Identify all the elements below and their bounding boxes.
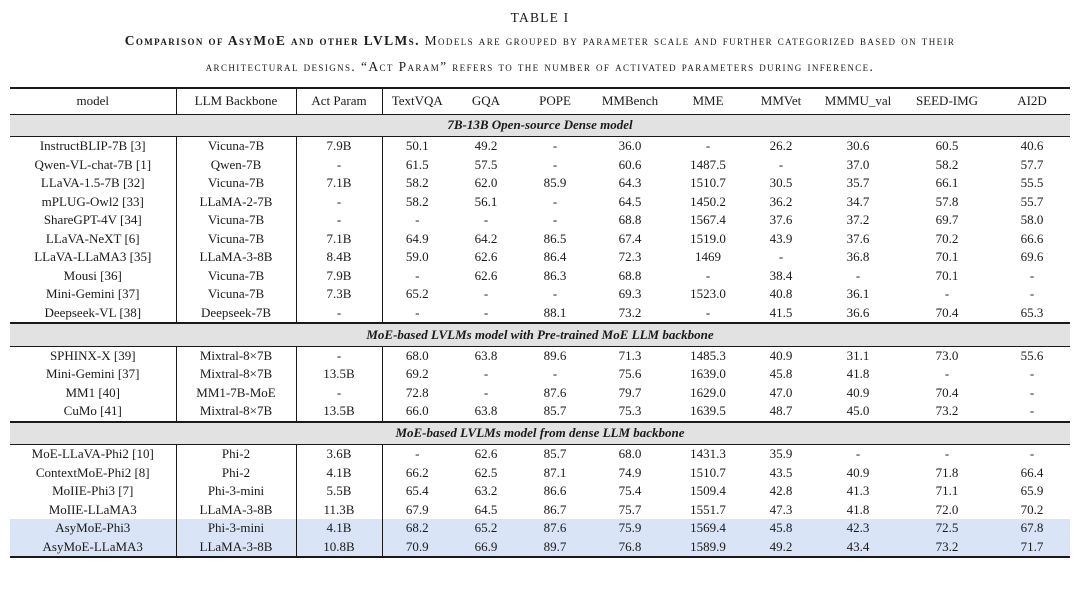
benchmark-value-cell: - [778,249,784,264]
benchmark-value-cell: 55.6 [1020,347,1044,363]
benchmark-value-cell: 87.6 [543,384,567,400]
benchmark-value-cell: 68.8 [618,212,642,227]
table-row [10,248,1070,267]
benchmark-value-cell: 64.5 [474,501,498,517]
model-name-cell: MoIIE-Phi3 [7] [10,482,176,501]
benchmark-value-cell: 1519.0 [690,230,726,246]
benchmark-value-cell: 68.0 [405,347,429,363]
model-name-cell: mPLUG-Owl2 [33] [10,193,176,212]
benchmark-value-cell: - [944,286,950,301]
act-param-cell: - [296,211,382,230]
benchmark-value-cell: 37.6 [769,212,793,227]
table-row [10,174,1070,193]
benchmark-value-cell: 43.5 [769,464,793,480]
caption-rest-text: Models are grouped by parameter scale and further categorized based on their [419,33,956,48]
benchmark-value-cell: 65.2 [452,519,520,538]
section-header-row [10,422,1070,445]
model-name-cell: CuMo [41] [10,402,176,422]
benchmark-value-cell: 61.5 [405,156,429,172]
benchmark-value-cell: - [944,446,950,461]
benchmark-value-cell: 63.2 [474,483,498,498]
benchmark-value-cell: 64.9 [405,230,429,246]
model-name-cell: ContextMoE-Phi2 [8] [10,464,176,483]
benchmark-value-cell: 67.8 [994,519,1070,538]
benchmark-value-cell: 89.7 [520,538,590,558]
benchmark-value-cell: 37.0 [846,156,870,172]
llm-backbone-cell: Phi-3-mini [176,519,296,538]
column-header-textvqa: TextVQA [382,88,452,114]
table-row [10,402,1070,422]
model-name-cell: MoIIE-LLaMA3 [10,501,176,520]
benchmark-value-cell: 71.7 [994,538,1070,558]
llm-backbone-cell: Phi-3-mini [176,482,296,501]
model-name-cell: Deepseek-VL [38] [10,304,176,324]
benchmark-value-cell: 72.8 [405,384,429,400]
table-row [10,267,1070,286]
benchmark-value-cell: 64.2 [474,230,498,246]
caption-line-2: architectural designs. “Act Param” refers to the number of activated parameters during inference. [205,59,875,74]
benchmark-value-cell: - [705,138,711,153]
benchmark-value-cell: - [552,138,558,153]
benchmark-value-cell: 66.6 [1020,230,1044,246]
results-table-body [10,114,1070,557]
column-header-pope: POPE [520,88,590,114]
benchmark-value-cell: - [1029,286,1035,301]
benchmark-value-cell: - [705,267,711,283]
model-name-cell: AsyMoE-Phi3 [10,519,176,538]
benchmark-value-cell: 69.7 [935,212,959,227]
model-name-cell: MM1 [40] [10,384,176,403]
benchmark-value-cell: - [415,304,420,320]
benchmark-value-cell: 79.7 [618,384,642,400]
benchmark-value-cell: 88.1 [543,304,567,320]
benchmark-value-cell: - [1029,446,1035,461]
benchmark-value-cell: 40.6 [1020,138,1044,153]
model-name-cell: ShareGPT-4V [34] [10,211,176,230]
benchmark-value-cell: 58.0 [1020,212,1044,227]
llm-backbone-cell: Vicuna-7B [176,230,296,249]
benchmark-value-cell: 69.3 [618,286,642,301]
benchmark-value-cell: - [778,156,784,172]
llm-backbone-cell: LLaMA-3-8B [176,248,296,267]
act-param-cell: - [296,384,382,403]
benchmark-value-cell: 30.5 [769,175,793,190]
benchmark-value-cell: 1569.4 [670,519,746,538]
model-name-cell: LLaVA-NeXT [6] [10,230,176,249]
benchmark-value-cell: 75.4 [618,483,642,498]
benchmark-value-cell: 85.7 [543,446,567,461]
benchmark-value-cell: 72.0 [935,501,959,517]
benchmark-value-cell: 49.2 [474,138,498,153]
benchmark-value-cell: 1567.4 [690,212,726,227]
llm-backbone-cell: Mixtral-8×7B [176,402,296,422]
benchmark-value-cell: 70.1 [935,249,959,264]
benchmark-value-cell: 41.3 [846,483,870,498]
benchmark-value-cell: 66.0 [405,403,429,418]
benchmark-value-cell: 58.2 [405,193,429,209]
benchmark-value-cell: 45.8 [746,519,816,538]
benchmark-value-cell: - [1029,366,1035,381]
benchmark-value-cell: 1523.0 [690,286,726,301]
benchmark-value-cell: 70.4 [935,384,959,400]
act-param-cell: 13.5B [296,402,382,422]
benchmark-value-cell: 69.6 [1020,249,1044,264]
benchmark-value-cell: 43.4 [816,538,900,558]
benchmark-value-cell: - [483,384,489,400]
benchmark-value-cell: 62.0 [474,175,498,190]
act-param-cell: - [296,346,382,365]
act-param-cell: 10.8B [296,538,382,558]
act-param-cell: 3.6B [296,445,382,464]
column-header-ai2d: AI2D [994,88,1070,114]
table-row [10,230,1070,249]
benchmark-value-cell: 62.6 [474,267,498,283]
benchmark-value-cell: 50.1 [405,138,429,153]
act-param-cell: 11.3B [296,501,382,520]
benchmark-value-cell: 70.2 [935,230,959,246]
benchmark-value-cell: 70.9 [382,538,452,558]
section-title: MoE-based LVLMs model with Pre-trained MoE LLM backbone [10,323,1070,346]
benchmark-value-cell: 42.3 [816,519,900,538]
section-header-row [10,323,1070,346]
llm-backbone-cell: Phi-2 [176,464,296,483]
benchmark-value-cell: 63.8 [474,403,498,418]
benchmark-value-cell: 66.9 [452,538,520,558]
benchmark-value-cell: 58.2 [405,175,429,190]
act-param-cell: 8.4B [296,248,382,267]
benchmark-value-cell: 36.1 [846,286,870,301]
model-name-cell: InstructBLIP-7B [3] [10,137,176,156]
benchmark-value-cell: 35.7 [846,175,870,190]
benchmark-value-cell: 73.2 [900,538,994,558]
benchmark-value-cell: 1551.7 [690,501,726,517]
benchmark-value-cell: - [552,156,558,172]
benchmark-value-cell: 86.5 [543,230,567,246]
benchmark-value-cell: 47.0 [769,384,793,400]
model-name-cell: AsyMoE-LLaMA3 [10,538,176,558]
column-header-model: model [10,88,176,114]
benchmark-value-cell: - [944,366,950,381]
benchmark-value-cell: - [483,366,489,381]
llm-backbone-cell: LLaMA-3-8B [176,501,296,520]
table-row [10,538,1070,558]
benchmark-value-cell: 73.2 [618,304,642,320]
benchmark-value-cell: 73.2 [935,403,959,418]
benchmark-value-cell: 71.1 [935,483,959,498]
column-header-row [10,88,1070,114]
benchmark-value-cell: 1450.2 [690,193,726,209]
benchmark-value-cell: 65.4 [405,483,429,498]
benchmark-value-cell: 69.2 [405,366,429,381]
benchmark-value-cell: 75.6 [618,366,642,381]
benchmark-value-cell: 66.4 [1020,464,1044,480]
benchmark-value-cell: 47.3 [769,501,793,517]
benchmark-value-cell: 57.8 [935,193,959,209]
benchmark-value-cell: - [483,304,489,320]
benchmark-value-cell: 64.5 [618,193,642,209]
benchmark-value-cell: 56.1 [474,193,498,209]
act-param-cell: 13.5B [296,365,382,384]
benchmark-value-cell: 1589.9 [670,538,746,558]
benchmark-value-cell: 87.6 [520,519,590,538]
benchmark-value-cell: 70.4 [935,304,959,320]
benchmark-value-cell: - [1029,384,1035,400]
benchmark-value-cell: 89.6 [543,347,567,363]
benchmark-value-cell: 68.8 [618,267,642,283]
table-row [10,193,1070,212]
benchmark-value-cell: 63.8 [474,347,498,363]
table-row [10,384,1070,403]
column-header-seed-img: SEED-IMG [900,88,994,114]
benchmark-value-cell: 40.9 [769,347,793,363]
benchmark-value-cell: 36.2 [769,193,793,209]
llm-backbone-cell: Vicuna-7B [176,137,296,156]
llm-backbone-cell: LLaMA-2-7B [176,193,296,212]
llm-backbone-cell: Mixtral-8×7B [176,346,296,365]
benchmark-value-cell: - [1029,267,1035,283]
benchmark-value-cell: - [415,212,420,227]
act-param-cell: 7.3B [296,285,382,304]
benchmark-value-cell: 87.1 [543,464,567,480]
benchmark-value-cell: 75.3 [618,403,642,418]
table-row [10,519,1070,538]
benchmark-value-cell: 74.9 [618,464,642,480]
table-row [10,445,1070,464]
benchmark-value-cell: 62.6 [474,446,498,461]
benchmark-value-cell: 72.3 [618,249,642,264]
table-row [10,156,1070,175]
model-name-cell: Mini-Gemini [37] [10,285,176,304]
llm-backbone-cell: Phi-2 [176,445,296,464]
benchmark-value-cell: 36.6 [846,304,870,320]
benchmark-value-cell: 60.5 [935,138,959,153]
table-row [10,365,1070,384]
benchmark-value-cell: 67.9 [405,501,429,517]
benchmark-value-cell: 48.7 [769,403,793,418]
caption-lead-text: Comparison of AsyMoE and other LVLMs. [124,33,420,48]
act-param-cell: - [296,304,382,324]
benchmark-value-cell: 75.7 [618,501,642,517]
benchmark-value-cell: - [855,267,861,283]
benchmark-value-cell: 59.0 [405,249,429,264]
benchmark-value-cell: 67.4 [618,230,642,246]
benchmark-value-cell: 35.9 [769,446,793,461]
benchmark-value-cell: - [483,212,489,227]
benchmark-value-cell: 86.6 [543,483,567,498]
benchmark-value-cell: 42.8 [769,483,793,498]
benchmark-value-cell: - [483,286,489,301]
benchmark-value-cell: - [552,286,558,301]
benchmark-value-cell: 68.0 [618,446,642,461]
benchmark-value-cell: 66.1 [935,175,959,190]
table-row [10,304,1070,324]
column-header-act-param: Act Param [296,88,382,114]
benchmark-value-cell: 36.8 [846,249,870,264]
benchmark-value-cell: - [415,267,420,283]
benchmark-value-cell: 1469 [695,249,721,264]
benchmark-value-cell: 45.8 [769,366,793,381]
benchmark-value-cell: 85.7 [543,403,567,418]
benchmark-value-cell: 70.1 [935,267,959,283]
benchmark-value-cell: 55.5 [1020,175,1044,190]
act-param-cell: 7.1B [296,174,382,193]
benchmark-value-cell: 43.9 [769,230,793,246]
act-param-cell: - [296,156,382,175]
benchmark-value-cell: - [1029,403,1035,418]
column-header-mmmu-val: MMMU_val [816,88,900,114]
benchmark-value-cell: 1509.4 [690,483,726,498]
benchmark-value-cell: 41.5 [769,304,793,320]
model-name-cell: MoE-LLaVA-Phi2 [10] [10,445,176,464]
benchmark-value-cell: 71.8 [935,464,959,480]
benchmark-value-cell: 34.7 [846,193,870,209]
benchmark-value-cell: 36.0 [618,138,642,153]
benchmark-value-cell: 65.3 [1020,304,1044,320]
table-row [10,501,1070,520]
benchmark-value-cell: 41.8 [846,501,870,517]
benchmark-value-cell: 45.0 [846,403,870,418]
benchmark-value-cell: 1629.0 [690,384,726,400]
benchmark-value-cell: 57.5 [474,156,498,172]
benchmark-value-cell: 1639.5 [690,403,726,418]
benchmark-value-cell: 72.5 [900,519,994,538]
benchmark-value-cell: 86.4 [543,249,567,264]
benchmark-value-cell: 60.6 [618,156,642,172]
benchmark-value-cell: - [552,212,558,227]
table-row [10,346,1070,365]
section-title: MoE-based LVLMs model from dense LLM backbone [10,422,1070,445]
benchmark-value-cell: 26.2 [769,138,793,153]
benchmark-value-cell: 86.7 [543,501,567,517]
act-param-cell: - [296,193,382,212]
benchmark-value-cell: - [552,366,558,381]
benchmark-value-cell: 71.3 [618,347,642,363]
llm-backbone-cell: Vicuna-7B [176,211,296,230]
table-row [10,285,1070,304]
act-param-cell: 5.5B [296,482,382,501]
benchmark-value-cell: 68.2 [382,519,452,538]
llm-backbone-cell: Vicuna-7B [176,174,296,193]
benchmark-value-cell: 37.2 [846,212,870,227]
model-name-cell: Mousi [36] [10,267,176,286]
benchmark-value-cell: 73.0 [935,347,959,363]
model-name-cell: Qwen-VL-chat-7B [1] [10,156,176,175]
benchmark-value-cell: 37.6 [846,230,870,246]
benchmark-value-cell: 85.9 [543,175,567,190]
benchmark-value-cell: - [855,446,861,461]
benchmark-value-cell: 76.8 [590,538,670,558]
section-title: 7B-13B Open-source Dense model [10,114,1070,137]
act-param-cell: 7.1B [296,230,382,249]
act-param-cell: 7.9B [296,267,382,286]
table-row [10,211,1070,230]
llm-backbone-cell: Qwen-7B [176,156,296,175]
benchmark-value-cell: 62.6 [474,249,498,264]
benchmark-value-cell: 1431.3 [690,446,726,461]
table-row [10,482,1070,501]
llm-backbone-cell: LLaMA-3-8B [176,538,296,558]
model-name-cell: LLaVA-LLaMA3 [35] [10,248,176,267]
model-name-cell: Mini-Gemini [37] [10,365,176,384]
benchmark-value-cell: 1485.3 [690,347,726,363]
llm-backbone-cell: MM1-7B-MoE [176,384,296,403]
benchmark-value-cell: 1639.0 [690,366,726,381]
table-row [10,137,1070,156]
benchmark-value-cell: - [415,446,420,461]
benchmark-value-cell: 65.2 [405,286,429,301]
benchmark-value-cell: 1487.5 [690,156,726,172]
benchmark-value-cell: 1510.7 [690,464,726,480]
benchmark-value-cell: 65.9 [1020,483,1044,498]
benchmark-value-cell: 38.4 [769,267,793,283]
benchmark-value-cell: 57.7 [1020,156,1044,172]
benchmark-value-cell: 66.2 [405,464,429,480]
column-header-mmbench: MMBench [590,88,670,114]
column-header-mmvet: MMVet [746,88,816,114]
act-param-cell: 4.1B [296,464,382,483]
benchmark-value-cell: 40.8 [769,286,793,301]
llm-backbone-cell: Mixtral-8×7B [176,365,296,384]
column-header-llm-backbone: LLM Backbone [176,88,296,114]
benchmark-value-cell: 31.1 [846,347,870,363]
llm-backbone-cell: Vicuna-7B [176,267,296,286]
benchmark-value-cell: 1510.7 [690,175,726,190]
benchmark-value-cell: 62.5 [474,464,498,480]
benchmark-value-cell: 30.6 [846,138,870,153]
table-caption [0,0,1080,80]
benchmark-value-cell: 64.3 [618,175,642,190]
model-name-cell: SPHINX-X [39] [10,346,176,365]
table-row [10,464,1070,483]
column-header-gqa: GQA [452,88,520,114]
benchmark-value-cell: 75.9 [590,519,670,538]
benchmark-value-cell: 40.9 [846,384,870,400]
caption-line-1 [0,28,1080,54]
llm-backbone-cell: Deepseek-7B [176,304,296,324]
llm-backbone-cell: Vicuna-7B [176,285,296,304]
act-param-cell: 4.1B [296,519,382,538]
act-param-cell: 7.9B [296,137,382,156]
benchmark-value-cell: 41.8 [846,366,870,381]
section-header-row [10,114,1070,137]
benchmark-value-cell: - [705,304,711,320]
benchmark-value-cell: 70.2 [1020,501,1044,517]
results-table [10,87,1070,558]
column-header-mme: MME [670,88,746,114]
model-name-cell: LLaVA-1.5-7B [32] [10,174,176,193]
benchmark-value-cell: 86.3 [543,267,567,283]
benchmark-value-cell: 49.2 [746,538,816,558]
table-number-label: TABLE I [510,10,570,25]
benchmark-value-cell: - [552,193,558,209]
benchmark-value-cell: 58.2 [935,156,959,172]
benchmark-value-cell: 55.7 [1020,193,1044,209]
benchmark-value-cell: 40.9 [846,464,870,480]
